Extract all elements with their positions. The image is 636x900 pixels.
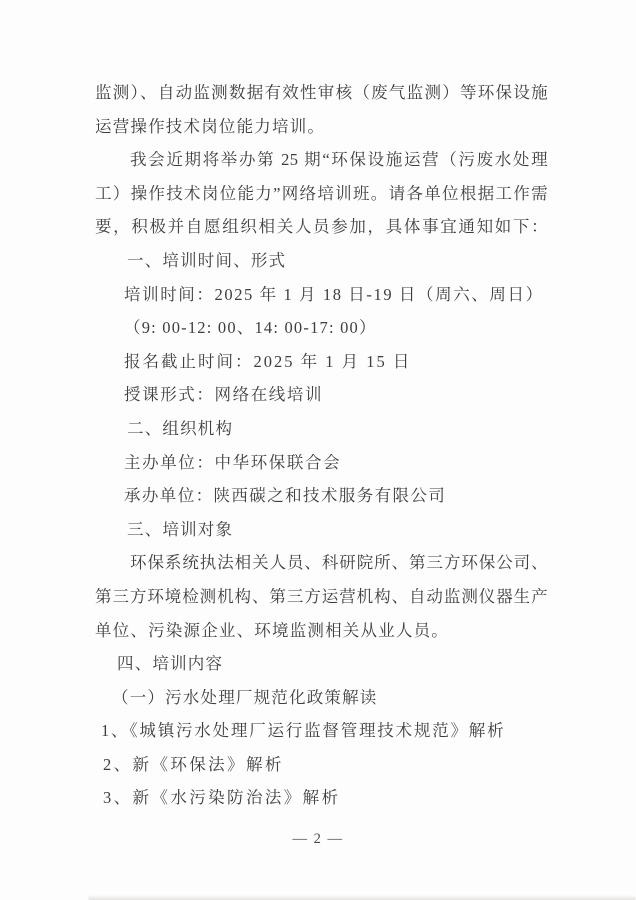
text-line: 三、培训对象 [127, 519, 234, 539]
text-line: 工）操作技术岗位能力”网络培训班。请各单位根据工作需 [95, 183, 548, 203]
text-line: 一、培训时间、形式 [127, 250, 287, 270]
text-line: 运营操作技术岗位能力培训。 [95, 116, 326, 136]
text-line: 1、《城镇污水处理厂运行监督管理技术规范》解析 [101, 721, 506, 741]
text-line: 环保系统执法相关人员、科研院所、第三方环保公司、 [130, 553, 548, 573]
text-line: 我会近期将举办第 25 期“环保设施运营（污废水处理 [130, 150, 548, 170]
page-number: — 2 — [292, 831, 344, 847]
text-line: 单位、污染源企业、环境监测相关从业人员。 [95, 620, 449, 640]
text-line: （一）污水处理厂规范化政策解读 [112, 687, 378, 707]
text-line: 第三方环境检测机构、第三方运营机构、自动监测仪器生产 [95, 586, 548, 606]
text-line: 承办单位：陕西碳之和技术服务有限公司 [124, 486, 447, 506]
text-line: （9: 00-12: 00、14: 00-17: 00） [124, 318, 377, 338]
scan-artifact [88, 895, 636, 900]
text-line: 监测）、自动监测数据有效性审核（废气监测）等环保设施 [95, 83, 548, 102]
text-line: 二、组织机构 [127, 418, 234, 438]
text-line: 四、培训内容 [117, 654, 224, 674]
text-line: 授课形式：网络在线培训 [124, 385, 324, 405]
text-line: 报名截止时间：2025 年 1 月 15 日 [124, 351, 412, 371]
text-line: 主办单位：中华环保联合会 [124, 452, 342, 472]
text-line: 要，积极并自愿组织相关人员参加，具体事宜通知如下： [95, 217, 548, 237]
text-line: 培训时间：2025 年 1 月 18 日-19 日（周六、周日） [124, 284, 544, 304]
page-body [95, 76, 548, 815]
text-line: 3、新《水污染防治法》解析 [103, 788, 341, 808]
text-line: 2、新《环保法》解析 [103, 754, 284, 774]
